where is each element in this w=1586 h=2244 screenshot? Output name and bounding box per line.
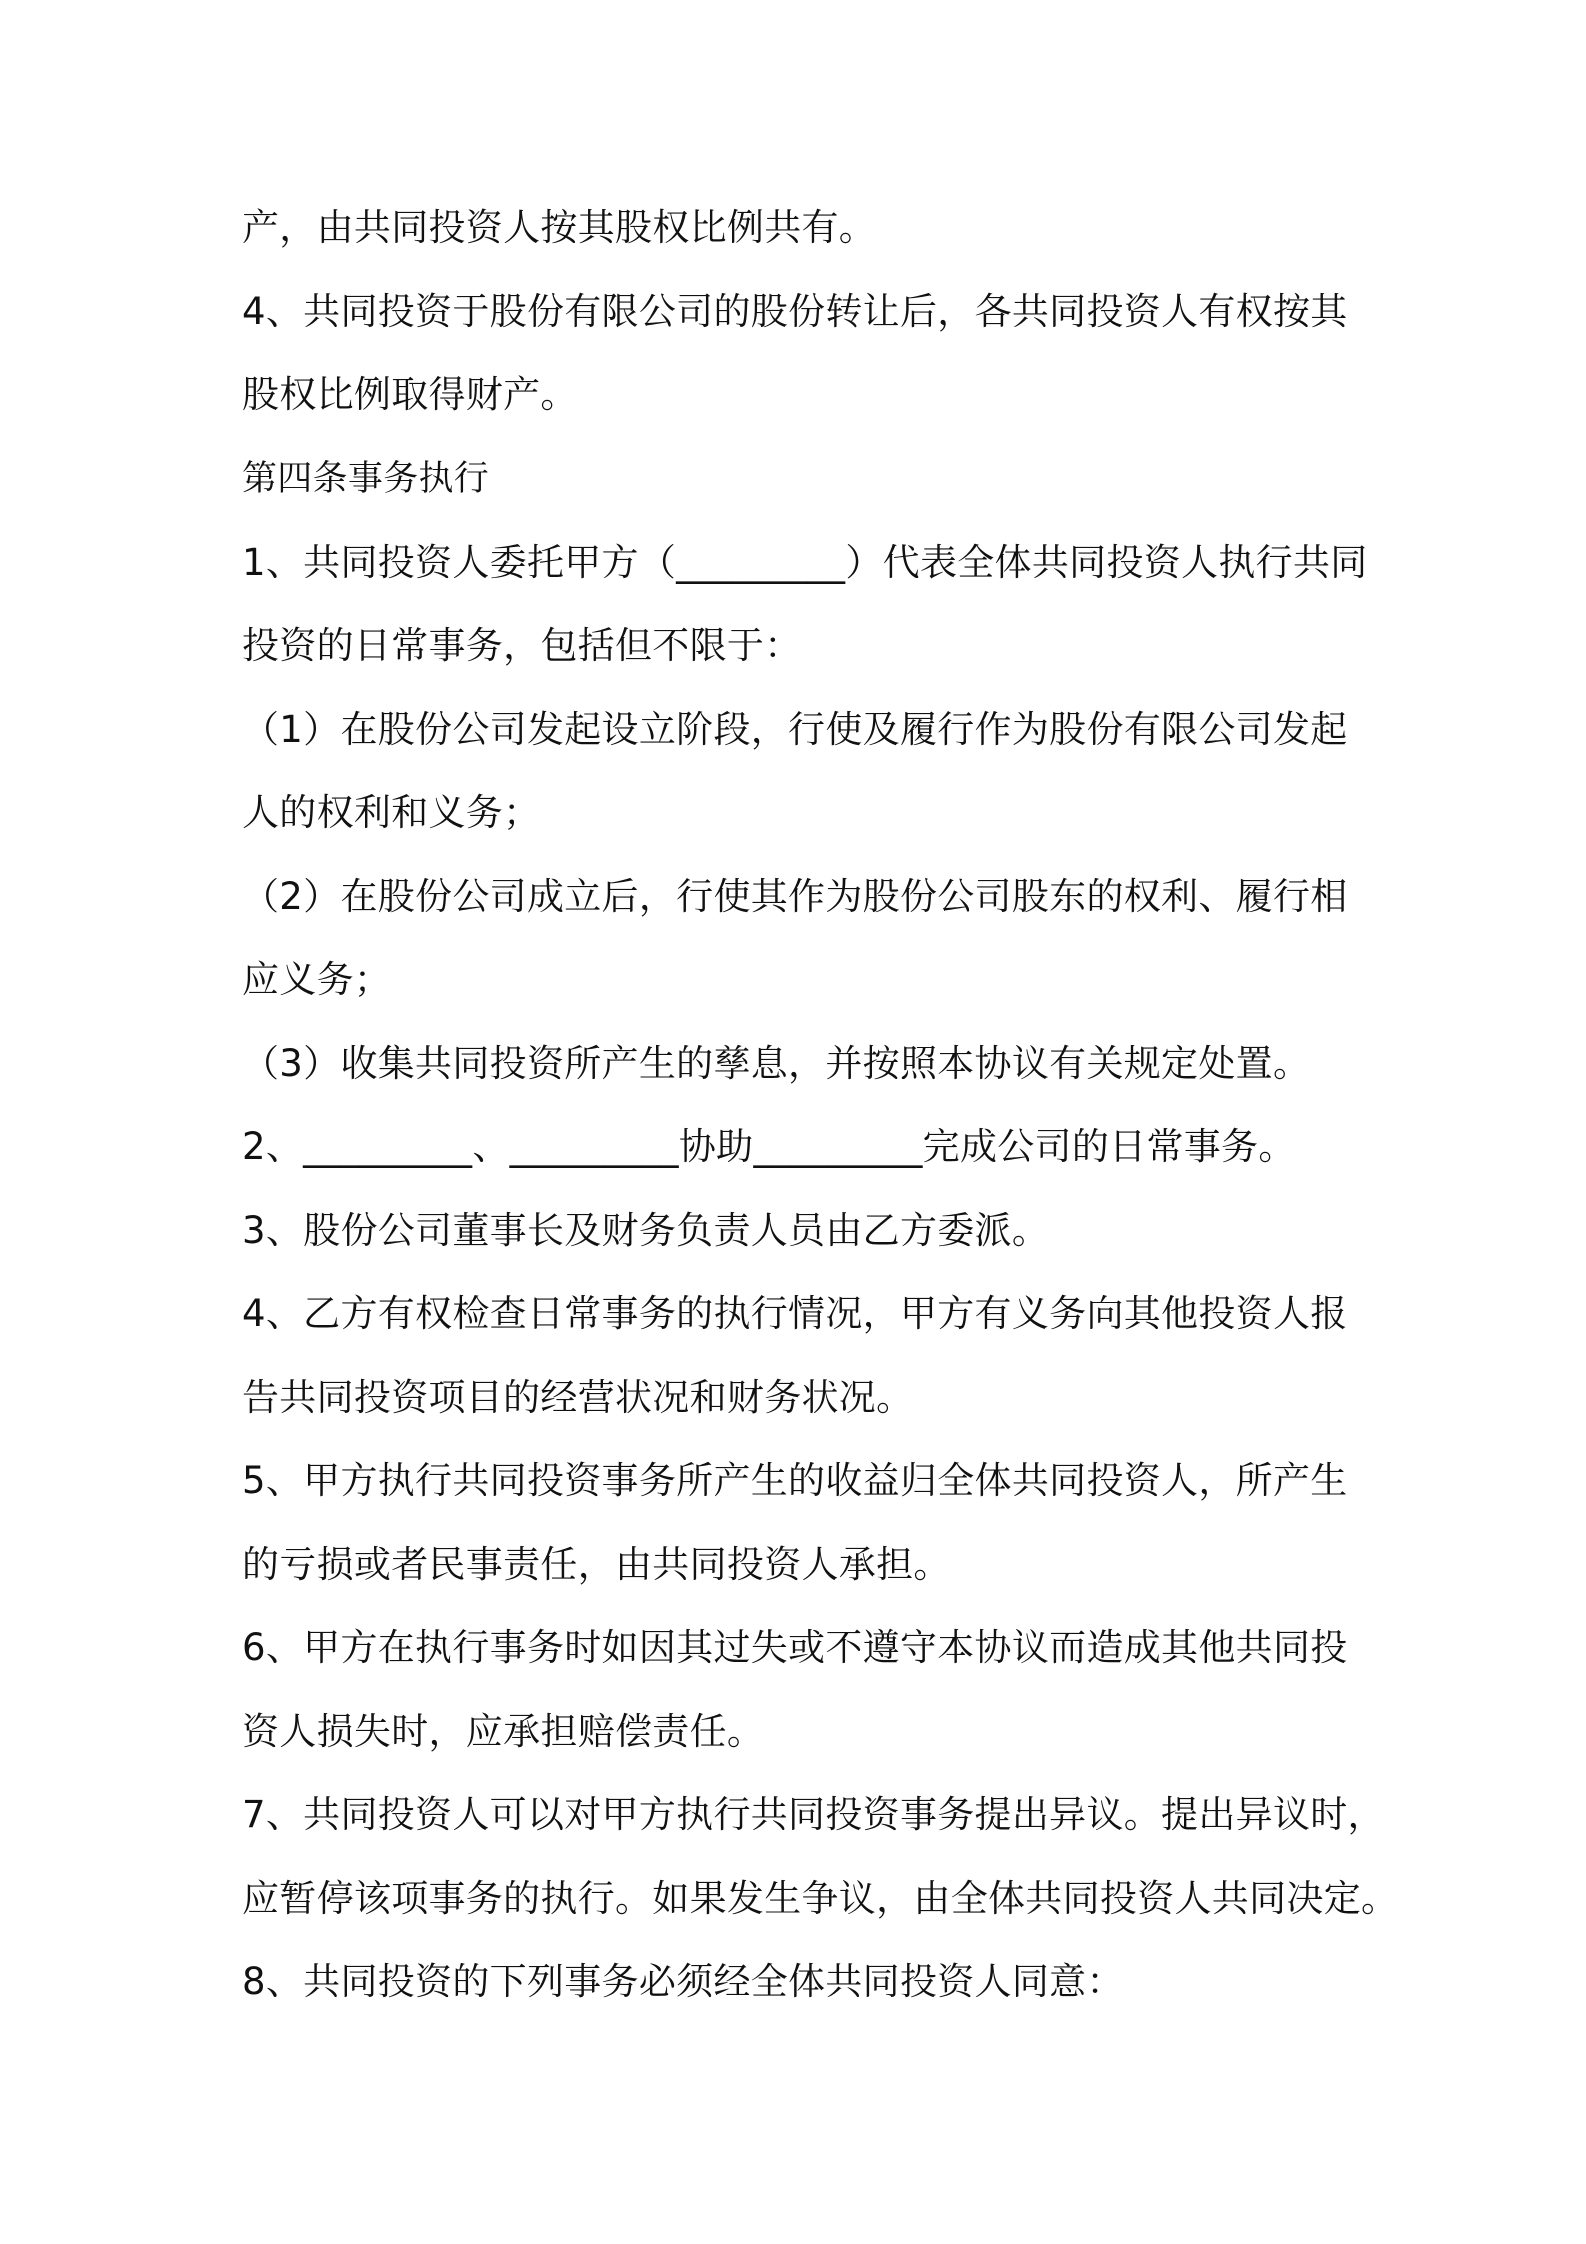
text-line: 3、股份公司董事长及财务负责人员由乙方委派。 [242, 1209, 1050, 1252]
text-line: 1、共同投资人委托甲方（_________）代表全体共同投资人执行共同 [242, 541, 1368, 584]
text-line: 6、甲方在执行事务时如因其过失或不遵守本协议而造成其他共同投 [242, 1626, 1348, 1669]
text-line: （3）收集共同投资所产生的孳息，并按照本协议有关规定处置。 [242, 1042, 1311, 1085]
text-line: 4、乙方有权检查日常事务的执行情况，甲方有义务向其他投资人报 [242, 1292, 1348, 1335]
text-line: 资人损失时，应承担赔偿责任。 [242, 1710, 765, 1753]
text-line: 8、共同投资的下列事务必须经全体共同投资人同意： [242, 1960, 1124, 2003]
text-line: （2）在股份公司成立后，行使其作为股份公司股东的权利、履行相 [242, 875, 1348, 918]
text-line: 5、甲方执行共同投资事务所产生的收益归全体共同投资人，所产生 [242, 1459, 1348, 1502]
text-line: 应暂停该项事务的执行。如果发生争议，由全体共同投资人共同决定。 [242, 1877, 1399, 1920]
text-line: 4、共同投资于股份有限公司的股份转让后，各共同投资人有权按其 [242, 290, 1348, 333]
text-line: 告共同投资项目的经营状况和财务状况。 [242, 1376, 914, 1419]
section-heading: 第四条事务执行 [242, 459, 490, 499]
text-line: （1）在股份公司发起设立阶段，行使及履行作为股份有限公司发起 [242, 708, 1348, 751]
text-line: 投资的日常事务，包括但不限于： [242, 624, 802, 667]
text-line: 股权比例取得财产。 [242, 373, 578, 416]
text-line: 7、共同投资人可以对甲方执行共同投资事务提出异议。提出异议时， [242, 1793, 1385, 1836]
text-line: 2、_________、_________协助_________完成公司的日常事务。 [242, 1125, 1296, 1168]
text-line: 的亏损或者民事责任，由共同投资人承担。 [242, 1543, 951, 1586]
text-line: 产，由共同投资人按其股权比例共有。 [242, 206, 877, 249]
text-line: 人的权利和义务； [242, 791, 541, 834]
text-line: 应义务； [242, 958, 392, 1001]
